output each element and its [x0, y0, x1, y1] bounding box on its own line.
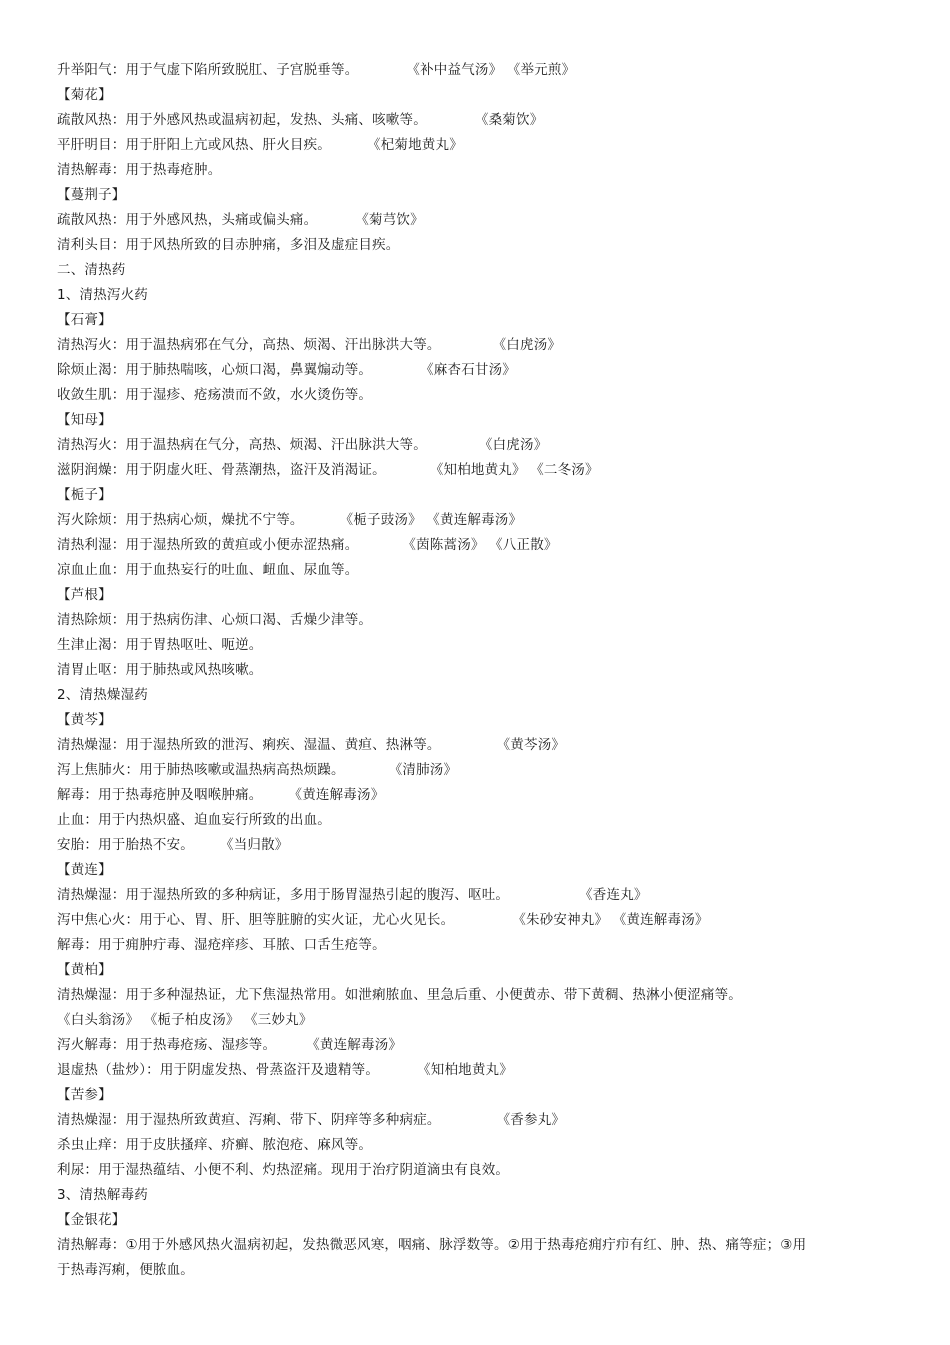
line-text: 利尿：用于湿热蕴结、小便不利、灼热涩痛。现用于治疗阴道滴虫有良效。	[57, 1162, 510, 1178]
line-text: 清热利湿：用于湿热所致的黄疸或小便赤涩热痛。	[57, 537, 359, 553]
section-heading	[57, 283, 890, 308]
formula-references: 《香连丸》	[579, 887, 648, 903]
herb-heading	[57, 183, 890, 208]
formula-references: 《白虎汤》	[492, 337, 562, 353]
formula-references: 《朱砂安神丸》 《黄连解毒汤》	[512, 912, 709, 928]
entry-line	[57, 658, 890, 683]
line-text: 【石膏】	[57, 312, 112, 328]
formula-references: 《黄连解毒汤》	[288, 787, 385, 803]
herb-heading	[57, 583, 890, 608]
herb-heading	[57, 958, 890, 983]
line-text: 【黄芩】	[57, 712, 112, 728]
line-text: 【蔓荆子】	[57, 187, 126, 203]
entry-line	[57, 1108, 890, 1133]
formula-references: 《栀子豉汤》 《黄连解毒汤》	[339, 512, 523, 528]
line-text: 清热泻火：用于温热病邪在气分，高热、烦渴、汗出脉洪大等。	[57, 337, 441, 353]
entry-line	[57, 733, 890, 758]
entry-line	[57, 58, 890, 83]
line-text: 【黄柏】	[57, 962, 112, 978]
entry-line	[57, 983, 890, 1008]
section-heading	[57, 258, 890, 283]
line-text: 生津止渴：用于胃热呕吐、呃逆。	[57, 637, 263, 653]
entry-line	[57, 933, 890, 958]
line-text: 解毒：用于热毒疮肿及咽喉肿痛。	[57, 787, 263, 803]
line-text: 【知母】	[57, 412, 112, 428]
entry-line	[57, 1158, 890, 1183]
herb-heading	[57, 483, 890, 508]
formula-references: 《黄芩汤》	[496, 737, 566, 753]
entry-line	[57, 383, 890, 408]
section-heading	[57, 1183, 890, 1208]
formula-references: 《清肺汤》	[388, 762, 458, 778]
formula-references: 《当归散》	[220, 837, 289, 853]
herb-heading	[57, 858, 890, 883]
entry-line	[57, 808, 890, 833]
entry-line	[57, 558, 890, 583]
entry-line	[57, 533, 890, 558]
line-text: 【栀子】	[57, 487, 112, 503]
line-text: 滋阴润燥：用于阴虚火旺、骨蒸潮热，盗汗及消渴证。	[57, 462, 386, 478]
line-text: 泻中焦心火：用于心、胃、肝、胆等脏腑的实火证，尤心火见长。	[57, 912, 455, 928]
line-text: 清热除烦：用于热病伤津、心烦口渴、舌燥少津等。	[57, 612, 373, 628]
line-text: 凉血止血：用于血热妄行的吐血、衄血、尿血等。	[57, 562, 359, 578]
line-text: 除烦止渴：用于肺热喘咳，心烦口渴，鼻翼煽动等。	[57, 362, 373, 378]
line-text: 泻火解毒：用于热毒疮疡、湿疹等。	[57, 1037, 277, 1053]
line-text: 清热解毒：用于热毒疮肿。	[57, 162, 222, 178]
document-body	[57, 58, 890, 1233]
line-text: 清热燥湿：用于湿热所致的泄泻、痢疾、湿温、黄疸、热淋等。	[57, 737, 441, 753]
entry-line	[57, 458, 890, 483]
formula-references: 《知柏地黄丸》	[417, 1062, 513, 1078]
entry-line	[57, 108, 890, 133]
entry-line	[57, 1008, 890, 1033]
entry-line	[57, 758, 890, 783]
formula-references: 《杞菊地黄丸》	[367, 137, 463, 153]
formula-references: 《麻杏石甘汤》	[420, 362, 517, 378]
herb-heading	[57, 1083, 890, 1108]
formula-references: 《补中益气汤》 《举元煎》	[406, 62, 576, 78]
line-text: 【苦参】	[57, 1087, 112, 1103]
line-text: 退虚热（盐炒）：用于阴虚发热、骨蒸盗汗及遗精等。	[57, 1062, 380, 1078]
entry-line	[57, 1033, 890, 1058]
line-text: 1、清热泻火药	[57, 287, 148, 303]
herb-heading	[57, 1208, 890, 1233]
line-text: 解毒：用于痈肿疔毒、湿疮痒疹、耳脓、口舌生疮等。	[57, 937, 386, 953]
entry-line	[57, 333, 890, 358]
entry-line	[57, 508, 890, 533]
line-text: 泻上焦肺火：用于肺热咳嗽或温热病高热烦躁。	[57, 762, 345, 778]
line-text: 安胎：用于胎热不安。	[57, 837, 194, 853]
line-text: 平肝明目：用于肝阳上亢或风热、肝火目疾。	[57, 137, 331, 153]
line-text: 《白头翁汤》 《栀子柏皮汤》 《三妙丸》	[57, 1012, 313, 1028]
line-text: 清热燥湿：用于湿热所致黄疸、泻痢、带下、阴痒等多种病症。	[57, 1112, 441, 1128]
entry-line	[57, 883, 890, 908]
entry-line	[57, 233, 890, 258]
formula-references: 《菊芎饮》	[355, 212, 424, 228]
formula-references: 《知柏地黄丸》 《二冬汤》	[429, 462, 599, 478]
line-text: 升举阳气：用于气虚下陷所致脱肛、子宫脱垂等。	[57, 62, 359, 78]
line-text: 收敛生肌：用于湿疹、疮疡溃而不敛，水火烫伤等。	[57, 387, 373, 403]
formula-references: 《茵陈蒿汤》 《八正散》	[402, 537, 558, 553]
entry-line	[57, 783, 890, 808]
herb-heading	[57, 83, 890, 108]
line-text: 清利头目：用于风热所致的目赤肿痛，多泪及虚症目疾。	[57, 237, 400, 253]
herb-heading	[57, 408, 890, 433]
line-text: 【芦根】	[57, 587, 112, 603]
line-text: 杀虫止痒：用于皮肤搔痒、疥癣、脓泡疮、麻风等。	[57, 1137, 373, 1153]
line-text: 止血：用于内热炽盛、迫血妄行所致的出血。	[57, 812, 331, 828]
line-text: 清热燥湿：用于湿热所致的多种病证，多用于肠胃湿热引起的腹泻、呕吐。	[57, 887, 510, 903]
line-text: 疏散风热：用于外感风热或温病初起，发热、头痛、咳嗽等。	[57, 112, 427, 128]
entry-line	[57, 208, 890, 233]
formula-references: 《白虎汤》	[478, 437, 548, 453]
formula-references: 《香参丸》	[496, 1112, 566, 1128]
entry-line	[57, 1058, 890, 1083]
entry-line	[57, 908, 890, 933]
line-text: 清热泻火：用于温热病在气分，高热、烦渴、汗出脉洪大等。	[57, 437, 427, 453]
line-text: 清热燥湿：用于多种湿热证，尤下焦湿热常用。如泄痢脓血、里急后重、小便黄赤、带下黄稠、热淋小便涩痛等。	[57, 987, 742, 1003]
entry-line	[57, 358, 890, 383]
line-text: 清胃止呕：用于肺热或风热咳嗽。	[57, 662, 263, 678]
entry-line	[57, 433, 890, 458]
entry-line	[57, 833, 890, 858]
final-paragraph: 清热解毒：①用于外感风热火温病初起，发热微恶风寒，咽痛、脉浮数等。②用于热毒疮痈疔疖有红、肿、热、痛等症；③用于热毒泻痢，便脓血。	[57, 1237, 807, 1278]
herb-heading	[57, 708, 890, 733]
line-text: 【金银花】	[57, 1212, 126, 1228]
formula-references: 《黄连解毒汤》	[306, 1037, 403, 1053]
entry-line	[57, 633, 890, 658]
formula-references: 《桑菊饮》	[474, 112, 544, 128]
line-text: 3、清热解毒药	[57, 1187, 148, 1203]
line-text: 2、清热燥湿药	[57, 687, 148, 703]
entry-line	[57, 1133, 890, 1158]
herb-heading	[57, 308, 890, 333]
line-text: 【菊花】	[57, 87, 112, 103]
entry-line	[57, 608, 890, 633]
line-text: 疏散风热：用于外感风热，头痛或偏头痛。	[57, 212, 318, 228]
line-text: 泻火除烦：用于热病心烦，燥扰不宁等。	[57, 512, 304, 528]
entry-line	[57, 158, 890, 183]
entry-line	[57, 133, 890, 158]
section-heading	[57, 683, 890, 708]
line-text: 【黄连】	[57, 862, 112, 878]
line-text: 二、清热药	[57, 262, 126, 278]
